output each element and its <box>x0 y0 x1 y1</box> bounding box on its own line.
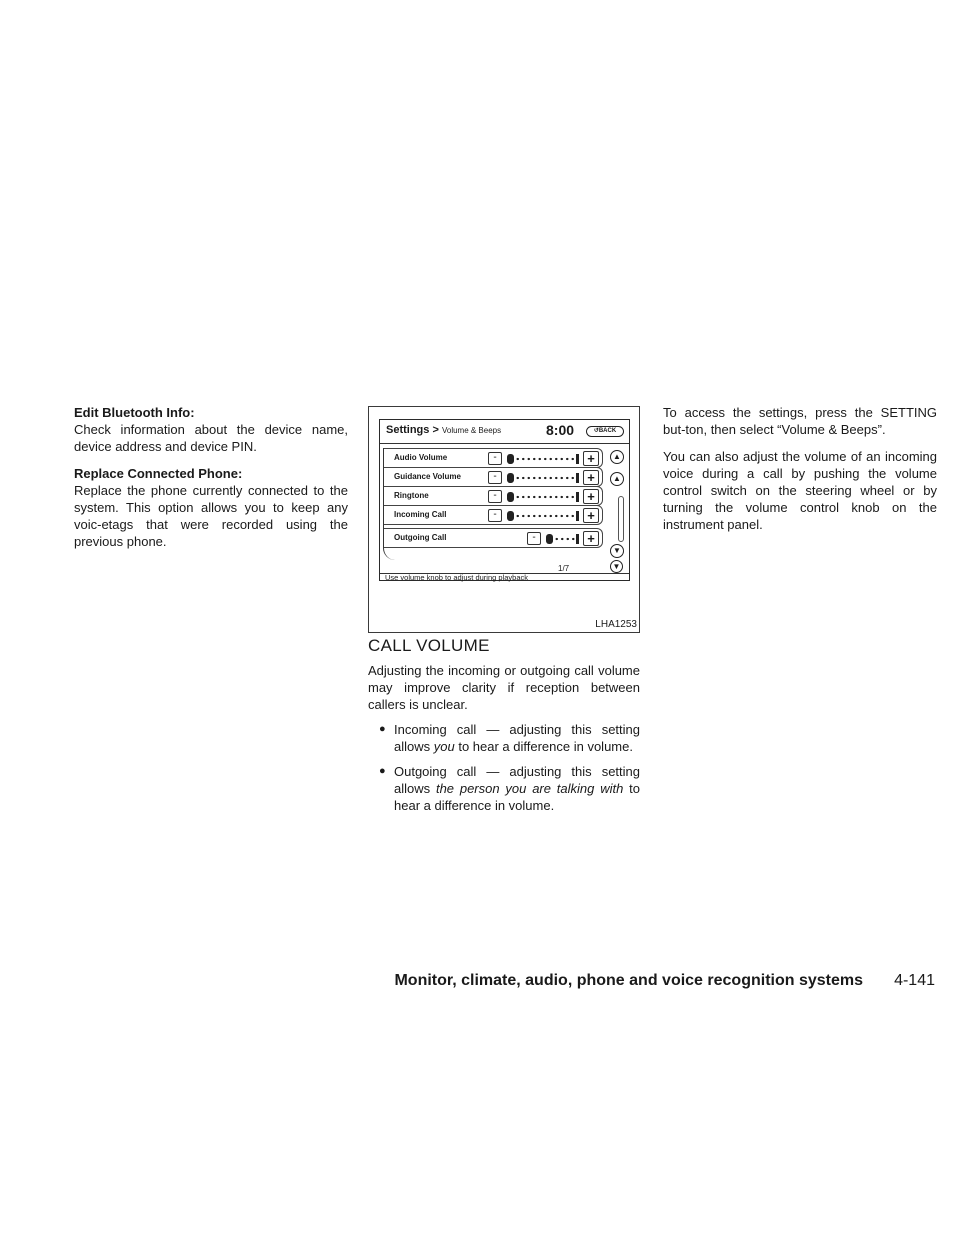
call-volume-title: CALL VOLUME <box>368 636 490 655</box>
page-number: 4-141 <box>894 972 935 989</box>
right-column <box>663 404 937 543</box>
middle-column <box>368 636 640 822</box>
screen-header <box>380 420 629 442</box>
header-divider <box>380 443 629 444</box>
call-volume-bullets <box>368 721 640 814</box>
access-settings-paragraph: To access the settings, press the SETTING but-ton, then select “Volume & Beeps”. <box>663 405 937 437</box>
volume-level-dots <box>554 537 576 541</box>
volume-level-knob <box>507 492 514 502</box>
bullet-outgoing <box>368 763 640 814</box>
breadcrumb-arrow: > <box>432 424 439 436</box>
volume-row-guidance[interactable] <box>384 467 603 487</box>
volume-level-knob <box>507 511 514 521</box>
volume-level-cap <box>576 473 579 483</box>
page-footer <box>394 972 935 994</box>
volume-plus-button[interactable]: + <box>583 451 599 466</box>
bullet-glyph: ● <box>379 765 386 777</box>
bullet-outgoing-pre: Outgoing call — adjusting this setting allows <box>394 764 640 796</box>
volume-row-ringtone[interactable] <box>384 486 603 506</box>
back-label: BACK <box>598 428 617 434</box>
volume-row-audio[interactable] <box>384 448 603 468</box>
scroll-top-icon[interactable]: ▲ <box>610 450 624 464</box>
volume-level-cap <box>576 511 579 521</box>
bullet-outgoing-em: the person you are talking with <box>435 781 624 796</box>
page-indicator: 1/7 <box>558 564 570 573</box>
volume-row-label: Ringtone <box>394 491 429 500</box>
bullet-glyph: ● <box>379 723 386 735</box>
bullet-incoming-pre: Incoming call — adjusting this setting allows <box>394 722 640 754</box>
volume-level-knob <box>546 534 553 544</box>
volume-row-label: Audio Volume <box>394 453 448 462</box>
volume-minus-button[interactable]: - <box>488 509 502 522</box>
bullet-incoming-em: you <box>433 739 455 754</box>
scroll-down-icon[interactable]: ▼ <box>610 544 624 558</box>
volume-level-knob <box>507 454 514 464</box>
replace-phone-heading: Replace Connected Phone: <box>74 466 243 481</box>
volume-minus-button[interactable]: - <box>488 471 502 484</box>
volume-level-cap <box>576 454 579 464</box>
volume-plus-button[interactable]: + <box>583 531 599 546</box>
replace-phone-body: Replace the phone currently connected to the system. This option allows you to keep any voic-etags that were recorded using the previous phone. <box>74 483 348 549</box>
clock: 8:00 <box>546 422 575 438</box>
volume-row-outgoing-call[interactable] <box>384 528 603 548</box>
bullet-outgoing-post: to hear a difference in volume. <box>394 781 640 813</box>
volume-row-label: Incoming Call <box>394 510 447 519</box>
volume-minus-button[interactable]: - <box>488 452 502 465</box>
back-button[interactable] <box>586 426 624 437</box>
screen-footer-text: Use volume knob to adjust during playback <box>385 573 528 582</box>
scroll-bottom-icon[interactable]: ▼ <box>610 560 623 573</box>
volume-level-knob <box>507 473 514 483</box>
footer-section-title: Monitor, climate, audio, phone and voice recognition systems <box>394 972 863 989</box>
volume-level-dots <box>515 476 575 480</box>
bullet-incoming-post: to hear a difference in volume. <box>454 739 633 754</box>
volume-settings-figure <box>368 406 640 633</box>
volume-plus-button[interactable]: + <box>583 470 599 485</box>
volume-level-dots <box>515 514 575 518</box>
display-screen <box>379 419 630 581</box>
scroll-up-icon[interactable]: ▲ <box>610 472 624 486</box>
edit-bluetooth-body: Check information about the device name, device address and device PIN. <box>74 422 348 454</box>
scroll-track[interactable] <box>618 496 624 542</box>
volume-plus-button[interactable]: + <box>583 508 599 523</box>
breadcrumb-volume-beeps: Volume & Beeps <box>441 426 502 435</box>
volume-minus-button[interactable]: - <box>527 532 541 545</box>
volume-level-cap <box>576 492 579 502</box>
edit-bluetooth-heading: Edit Bluetooth Info: <box>74 405 195 420</box>
volume-row-incoming-call[interactable] <box>384 505 603 525</box>
figure-code: LHA1253 <box>595 619 637 630</box>
volume-minus-button[interactable]: - <box>488 490 502 503</box>
bullet-incoming <box>368 721 640 755</box>
breadcrumb-settings[interactable]: Settings <box>386 424 430 436</box>
volume-list <box>383 448 602 560</box>
call-volume-intro: Adjusting the incoming or outgoing call volume may improve clarity if reception between callers is unclear. <box>368 663 640 712</box>
back-arrow-icon: ↺ <box>593 428 599 434</box>
volume-adjust-paragraph: You can also adjust the volume of an incoming voice during a call by pushing the volume control switch on the steering wheel or by turning the volume control knob on the instrument panel. <box>663 449 937 532</box>
volume-plus-button[interactable]: + <box>583 489 599 504</box>
volume-level-cap <box>576 534 579 544</box>
left-column <box>74 404 348 560</box>
volume-row-label: Guidance Volume <box>394 472 461 481</box>
volume-row-label: Outgoing Call <box>394 533 447 542</box>
volume-level-dots <box>515 495 575 499</box>
volume-level-dots <box>515 457 575 461</box>
breadcrumb <box>386 424 501 436</box>
